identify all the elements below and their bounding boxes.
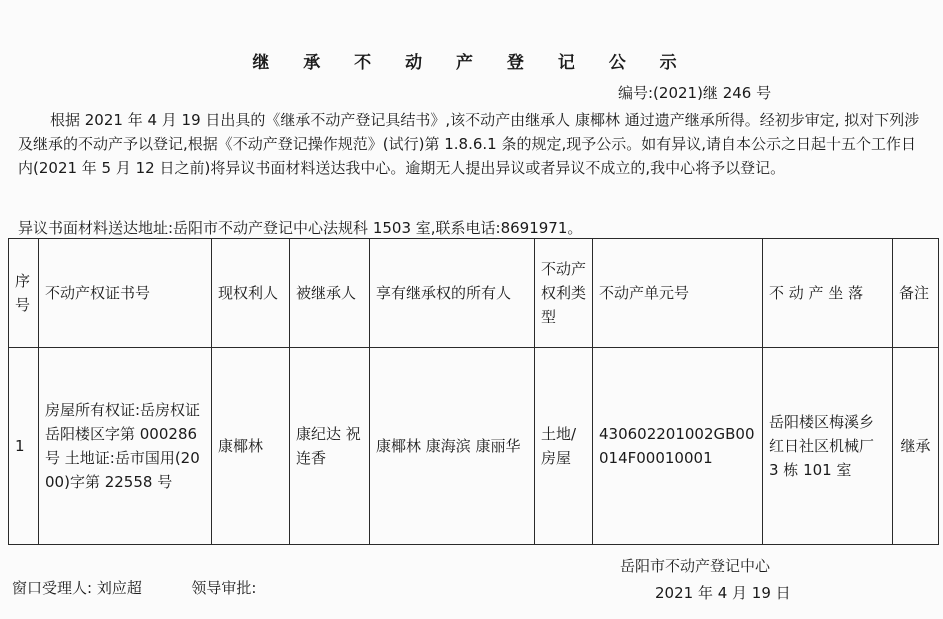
document-number: 编号:(2021)继 246 号	[618, 84, 772, 102]
header-holder: 现权利人	[212, 239, 290, 348]
cell-holder: 康椰林	[212, 348, 290, 545]
table-header-row	[9, 239, 939, 348]
header-remark: 备注	[893, 239, 939, 348]
cell-remark: 继承	[893, 348, 939, 545]
cell-heirs: 康椰林 康海滨 康丽华	[370, 348, 535, 545]
header-unit-no: 不动产单元号	[593, 239, 763, 348]
approver-label: 领导审批:	[191, 579, 257, 597]
signature-line	[12, 577, 256, 598]
cell-decedent: 康纪达 祝连香	[290, 348, 370, 545]
header-right-type: 不动产权利类型	[535, 239, 593, 348]
notice-paragraph: 根据 2021 年 4 月 19 日出具的《继承不动产登记具结书》,该不动产由继承人 康椰林 通过遗产继承所得。经初步审定, 拟对下列涉及继承的不动产予以登记,根据《不动产登记操作规范》(试行)第 1.8.6.1 条的规定,现予公示。如有异议,请自本公示之日起十五个工作日内(2021 年 5 月 12 日之前)将异议书面材料送达我中心。逾期无人提出异议或者异议不成立的,我中心将予以登记。	[18, 111, 920, 177]
header-heirs: 享有继承权的所有人	[370, 239, 535, 348]
header-location: 不 动 产 坐 落	[763, 239, 893, 348]
cell-seq: 1	[9, 348, 39, 545]
issuing-organization: 岳阳市不动产登记中心	[620, 557, 771, 575]
issue-date: 2021 年 4 月 19 日	[655, 584, 791, 602]
header-cert-no: 不动产权证书号	[39, 239, 212, 348]
header-seq: 序号	[9, 239, 39, 348]
cell-right-type: 土地/房屋	[535, 348, 593, 545]
registration-table	[8, 238, 939, 545]
header-decedent: 被继承人	[290, 239, 370, 348]
objection-address: 异议书面材料送达地址:岳阳市不动产登记中心法规科 1503 室,联系电话:8691971。	[18, 219, 583, 237]
table-row	[9, 348, 939, 545]
cell-cert-no: 房屋所有权证:岳房权证岳阳楼区字第 000286 号 土地证:岳市国用(2000)字第 22558 号	[39, 348, 212, 545]
receiver-name: 刘应超	[96, 579, 142, 597]
page-title: 继 承 不 动 产 登 记 公 示	[252, 53, 691, 73]
cell-location: 岳阳楼区梅溪乡红日社区机械厂 3 栋 101 室	[763, 348, 893, 545]
receiver-label: 窗口受理人:	[12, 579, 93, 597]
cell-unit-no: 430602201002GB00014F00010001	[593, 348, 763, 545]
